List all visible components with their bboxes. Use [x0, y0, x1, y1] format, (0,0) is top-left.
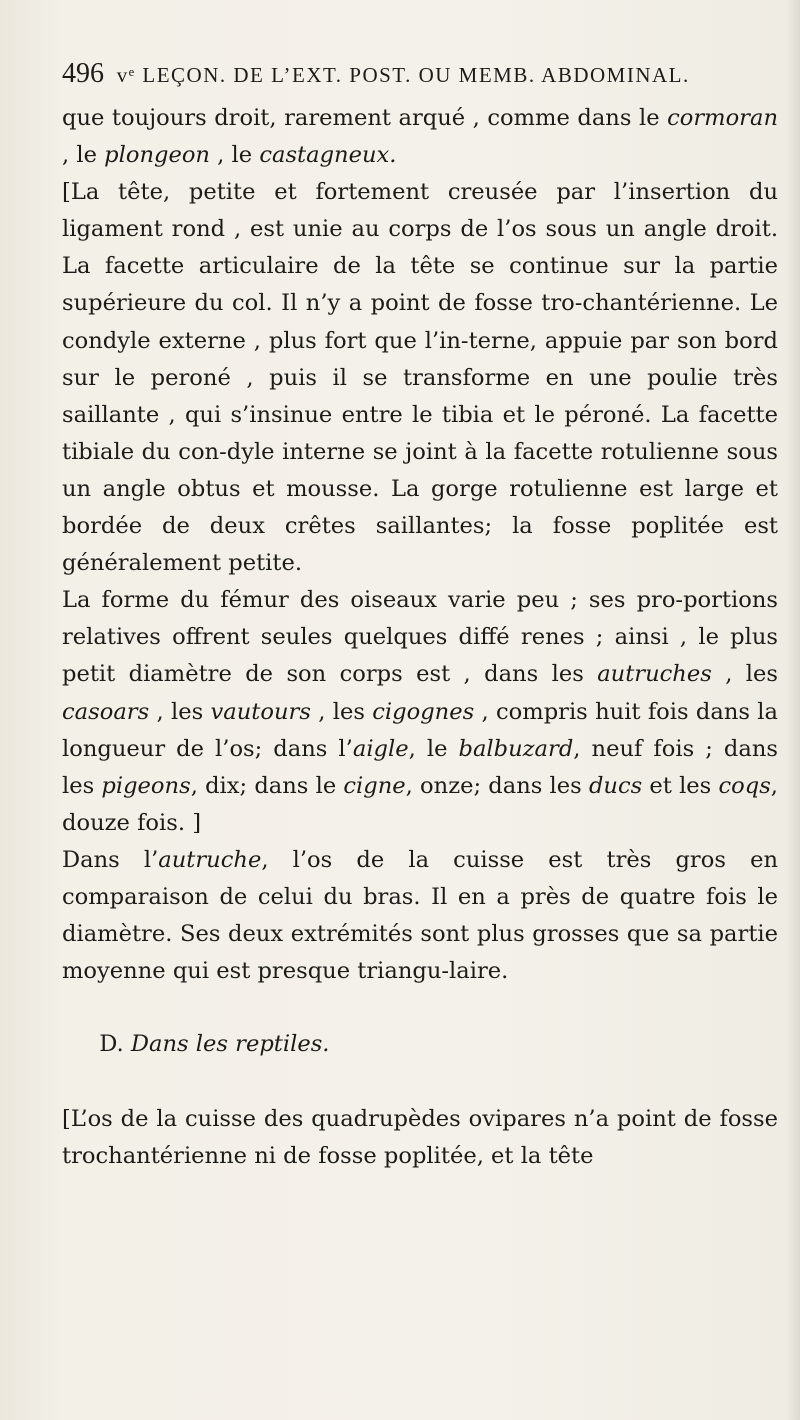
text-run: , onze; dans les: [405, 772, 589, 799]
italic-term: castagneux.: [259, 142, 397, 169]
italic-term: autruches: [597, 661, 712, 688]
text-run: , douze fois. ]: [62, 772, 778, 836]
text-run: que toujours droit, rarement arqué , comme dans le: [62, 105, 668, 131]
italic-term: autruche: [158, 846, 262, 873]
text-run: , les: [310, 698, 373, 725]
running-head-title: vᵉ LEÇON. DE L’EXT. POST. OU MEMB. ABDOMINAL.: [116, 63, 690, 87]
text-run: Dans l’: [62, 846, 159, 873]
italic-term: plongeon: [104, 142, 210, 169]
text-run: , le: [62, 142, 105, 169]
italic-term: pigeons: [101, 772, 191, 799]
section-subheading: [62, 1026, 778, 1063]
paragraph: [62, 100, 778, 174]
text-run: , neuf fois ; dans les: [62, 735, 778, 799]
italic-term: cigognes: [372, 698, 475, 725]
italic-term: ducs: [588, 772, 643, 799]
italic-term: casoars: [62, 698, 150, 725]
italic-term: coqs: [718, 772, 771, 799]
page-number: 496: [62, 58, 104, 89]
text-run: , le: [408, 735, 459, 762]
subheading-label: D.: [99, 1031, 124, 1058]
text-run: [L’os de la cuisse des quadrupèdes ovipares n’a point de fosse trochantérienne ni de fosse poplitée, et la tête: [62, 1106, 778, 1170]
text-run: , dix; dans le: [190, 772, 344, 799]
paragraph: [62, 582, 778, 842]
running-head: [62, 52, 778, 96]
italic-term: balbuzard: [458, 735, 574, 762]
italic-term: vautours: [210, 698, 311, 725]
italic-term: cigne: [343, 772, 406, 799]
text-run: La forme du fémur des oiseaux varie peu ; ses pro-portions relatives offrent seules quelques diffé renes ; ainsi , le plus petit diamètre de son corps est , dans les: [62, 587, 778, 688]
text-run: et les: [642, 772, 719, 799]
paragraph: [62, 174, 778, 582]
text-run: , les: [711, 661, 778, 688]
page-text-block: [62, 52, 778, 1176]
text-run: , le: [210, 142, 260, 169]
page-edge-shadow: [786, 0, 800, 1420]
text-run: , compris huit fois dans la longueur de l’os; dans l’: [62, 698, 779, 762]
paragraph: [62, 842, 778, 990]
text-run: , l’os de la cuisse est très gros en comparaison de celui du bras. Il en a près de quatre fois le diamètre. Ses deux extrémités sont plus grosses que sa partie moyenne qui est presque triangu-laire.: [62, 846, 778, 985]
italic-term: aigle: [352, 735, 409, 762]
text-run: [La tête, petite et fortement creusée par l’insertion du ligament rond , est unie au corps de l’os sous un angle droit. La facette articulaire de la tête se continue sur la partie supérieure du col. Il n’y a point de fosse tro-chantérienne. Le condyle externe , plus fort que l’in-terne, appuie par son bord sur le peroné , puis il se transforme en une poulie très saillante , qui s’insinue entre le tibia et le péroné. La facette tibiale du con-dyle interne se joint à la facette rotulienne sous un angle obtus et mousse. La gorge rotulienne est large et bordée de deux crêtes saillantes; la fosse poplitée est généralement petite.: [62, 179, 778, 577]
text-run: , les: [149, 698, 211, 725]
final-paragraph: [62, 1101, 778, 1175]
subheading-title: Dans les reptiles.: [130, 1031, 330, 1058]
italic-term: cormoran: [667, 105, 778, 131]
